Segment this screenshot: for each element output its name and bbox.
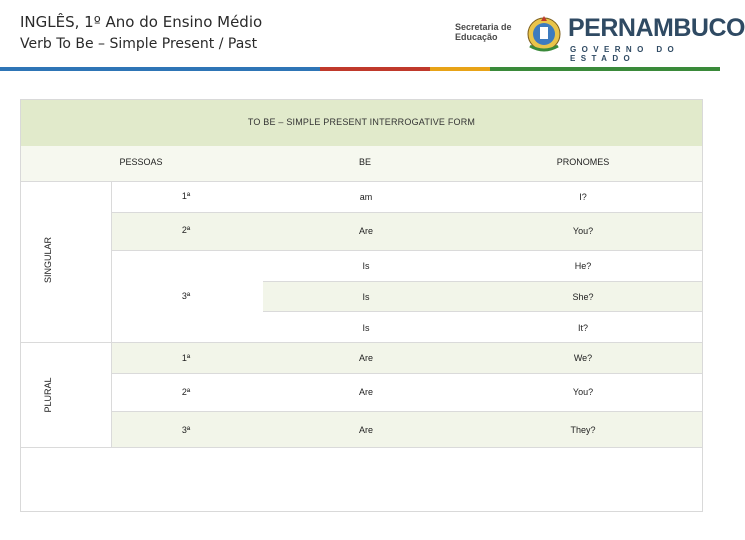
row-band bbox=[263, 281, 702, 311]
divider bbox=[111, 250, 702, 251]
table-cell-be: Are bbox=[358, 425, 373, 435]
secretaria-line2: Educação bbox=[455, 32, 498, 42]
divider bbox=[21, 342, 702, 343]
secretaria-line1: Secretaria de bbox=[455, 22, 512, 32]
divider bbox=[111, 212, 702, 213]
group-label-singular: SINGULAR bbox=[43, 237, 53, 284]
slide-title: INGLÊS, 1º Ano do Ensino Médio bbox=[20, 13, 263, 31]
table-cell-pronoun: You? bbox=[572, 226, 594, 236]
table-cell-be: am bbox=[359, 192, 373, 202]
table-cell-be: Is bbox=[362, 261, 370, 271]
column-header-pronomes: PRONOMES bbox=[556, 157, 610, 167]
conjugation-table bbox=[20, 99, 703, 512]
divider bbox=[21, 447, 702, 448]
table-cell-pronoun: It? bbox=[577, 323, 588, 333]
slide-subtitle: Verb To Be – Simple Present / Past bbox=[20, 36, 258, 52]
secretaria-label bbox=[455, 22, 517, 42]
table-cell-be: Are bbox=[358, 387, 373, 397]
table-cell-person: 1ª bbox=[181, 353, 191, 363]
column-header-be: BE bbox=[358, 157, 371, 167]
header-stripe-blue bbox=[0, 67, 320, 71]
table-cell-pronoun: You? bbox=[572, 387, 594, 397]
slide-header bbox=[0, 0, 745, 66]
table-cell-be: Are bbox=[358, 226, 373, 236]
column-header-pessoas: PESSOAS bbox=[119, 157, 163, 167]
table-cell-person: 2ª bbox=[181, 225, 191, 235]
divider bbox=[111, 373, 702, 374]
table-cell-pronoun: They? bbox=[570, 425, 596, 435]
group-label-plural: PLURAL bbox=[43, 377, 53, 413]
table-cell-person: 1ª bbox=[181, 191, 191, 201]
header-stripe-green bbox=[490, 67, 720, 71]
table-cell-pronoun: We? bbox=[573, 353, 593, 363]
coat-of-arms-icon bbox=[524, 12, 564, 56]
table-header-band bbox=[21, 100, 702, 146]
table-cell-person: 3ª bbox=[181, 425, 191, 435]
table-cell-pronoun: She? bbox=[572, 292, 594, 302]
table-cell-be: Are bbox=[358, 353, 373, 363]
divider bbox=[111, 181, 112, 447]
table-cell-be: Is bbox=[362, 323, 370, 333]
table-cell-pronoun: He? bbox=[574, 261, 592, 271]
divider bbox=[111, 411, 702, 412]
header-stripe-red bbox=[320, 67, 430, 71]
divider bbox=[263, 281, 702, 282]
brand-subtitle: GOVERNO DO ESTADO bbox=[570, 45, 680, 63]
table-cell-pronoun: I? bbox=[579, 192, 587, 202]
divider bbox=[21, 181, 702, 182]
divider bbox=[263, 311, 702, 312]
brand-logo-text: PERNAMBUCO bbox=[568, 14, 745, 42]
table-title: TO BE – SIMPLE PRESENT INTERROGATIVE FORM bbox=[247, 117, 476, 127]
table-cell-be: Is bbox=[362, 292, 370, 302]
header-stripe-yellow bbox=[430, 67, 490, 71]
table-cell-person: 3ª bbox=[181, 291, 191, 301]
table-cell-person: 2ª bbox=[181, 387, 191, 397]
